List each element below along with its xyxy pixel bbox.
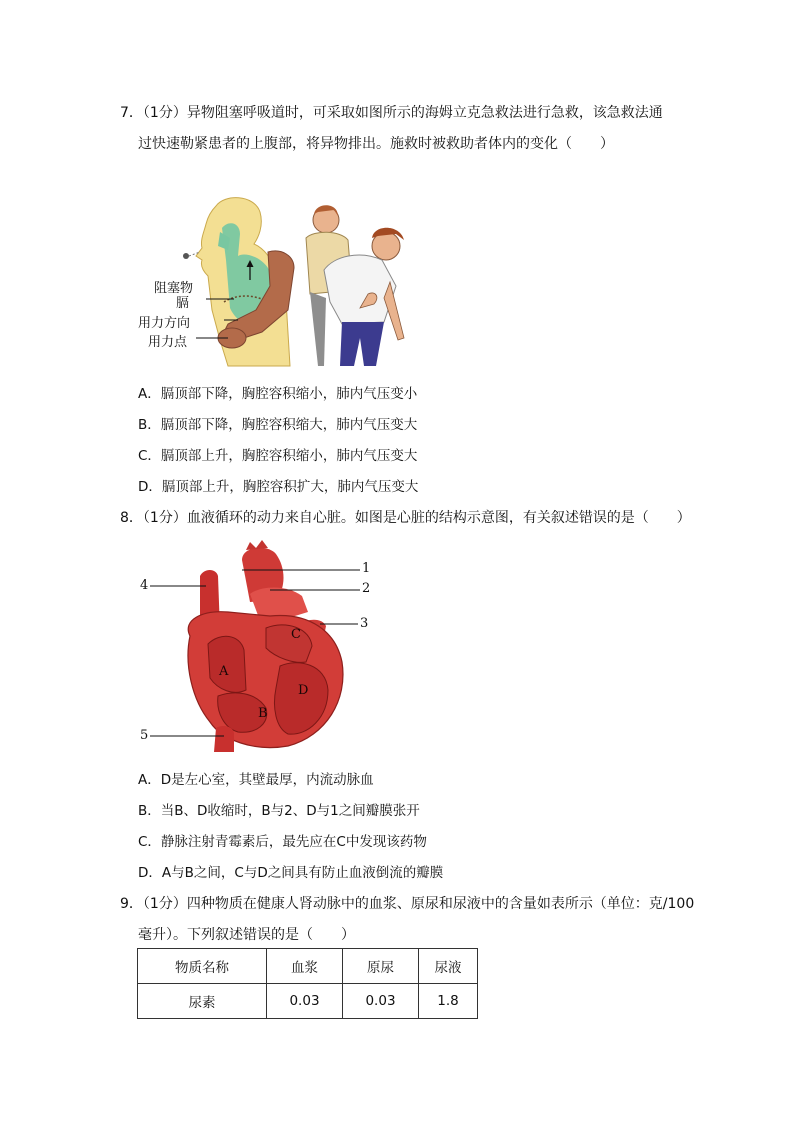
heart-figure — [130, 540, 380, 755]
label-obstruction: 阻塞物 — [154, 281, 194, 296]
substance-table — [137, 948, 478, 1019]
label-force-point: 用力点 — [148, 335, 188, 350]
heart-label-3: 3 — [360, 616, 369, 631]
heart-label-2: 2 — [362, 581, 371, 596]
table-cell: 0.03 — [343, 984, 419, 1019]
q8-option-b: B．当B、D收缩时，B与2、D与1之间瓣膜张开 — [138, 803, 420, 819]
table-header-cell: 尿液 — [419, 949, 478, 984]
q7-option-d: D．膈顶部上升，胸腔容积扩大，肺内气压变大 — [138, 479, 419, 495]
q9-stem-line2: 毫升）。下列叙述错误的是（ ） — [138, 927, 355, 943]
q8-option-d: D．A与B之间，C与D之间具有防止血液倒流的瓣膜 — [138, 865, 444, 881]
q9-stem-line1: 9．（1分）四种物质在健康人肾动脉中的血浆、原尿和尿液中的含量如表所示（单位：克/100 — [120, 896, 695, 912]
heart-label-1: 1 — [362, 561, 371, 576]
heart-label-d: D — [298, 683, 309, 698]
heart-label-b: B — [258, 706, 268, 721]
table-header-cell: 原尿 — [343, 949, 419, 984]
table-header-cell: 物质名称 — [138, 949, 267, 984]
table-cell: 0.03 — [267, 984, 343, 1019]
heart-label-a: A — [219, 664, 229, 679]
heart-label-c: C — [291, 627, 301, 642]
q7-option-a: A．膈顶部下降，胸腔容积缩小，肺内气压变小 — [138, 386, 418, 402]
q7-option-c: C．膈顶部上升，胸腔容积缩小，肺内气压变大 — [138, 448, 418, 464]
heart-label-4: 4 — [140, 578, 149, 593]
table-cell: 尿素 — [138, 984, 267, 1019]
q8-option-a: A．D是左心室，其壁最厚，内流动脉血 — [138, 772, 374, 788]
q7-stem-line2: 过快速勒紧患者的上腹部，将异物排出。施救时被救助者体内的变化（ ） — [138, 136, 614, 152]
heart-label-5: 5 — [140, 728, 149, 743]
label-force-direction: 用力方向 — [138, 316, 191, 331]
q7-option-b: B．膈顶部下降，胸腔容积缩大，肺内气压变大 — [138, 417, 418, 433]
heart-illustration — [130, 540, 380, 755]
q8-stem: 8．（1分）血液循环的动力来自心脏。如图是心脏的结构示意图，有关叙述错误的是（ ） — [120, 510, 691, 526]
table-header-cell: 血浆 — [267, 949, 343, 984]
q7-stem-line1: 7．（1分）异物阻塞呼吸道时，可采取如图所示的海姆立克急救法进行急救，该急救法通 — [120, 105, 663, 121]
table-cell: 1.8 — [419, 984, 478, 1019]
table-header-row — [138, 949, 478, 984]
q8-option-c: C．静脉注射青霉素后，最先应在C中发现该药物 — [138, 834, 427, 850]
heimlich-figure — [128, 190, 418, 370]
label-diaphragm: 膈 — [176, 296, 190, 311]
table-row — [138, 984, 478, 1019]
